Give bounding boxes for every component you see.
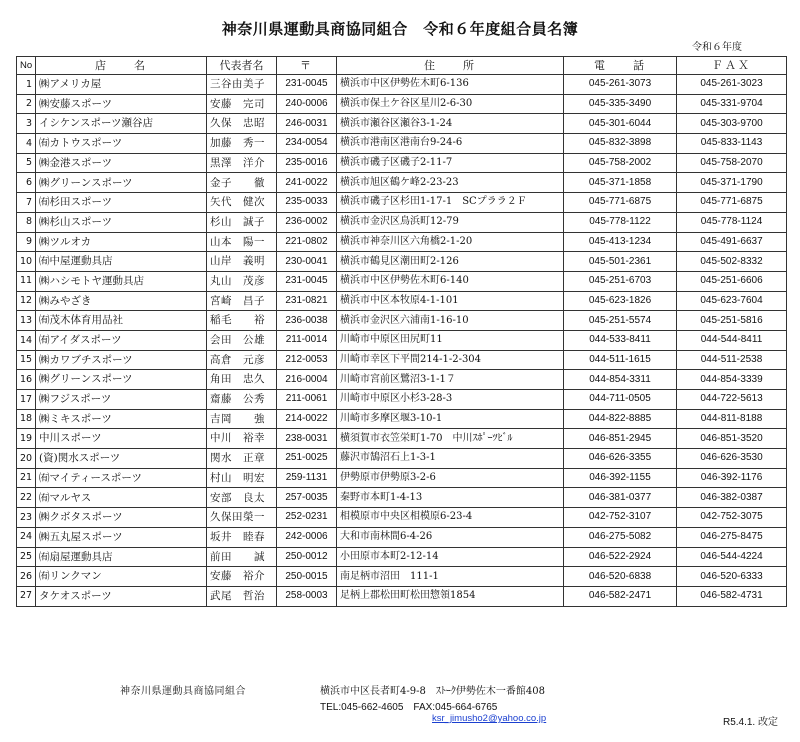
- cell-name: ㈲マルヤス: [36, 488, 207, 508]
- cell-no: 13: [17, 311, 36, 331]
- cell-zip: 231-0045: [277, 271, 337, 291]
- cell-tel: 045-335-3490: [564, 94, 677, 114]
- cell-tel: 046-381-0377: [564, 488, 677, 508]
- footer-address: 横浜市中区長者町4-9-8 ｽﾄｰｸ伊勢佐木一番館408: [320, 686, 545, 697]
- cell-addr: 相模原市中央区相模原6-23-4: [337, 508, 564, 528]
- cell-rep: 中川 裕幸: [207, 429, 277, 449]
- cell-name: ㈱フジスポーツ: [36, 390, 207, 410]
- table-row: [17, 527, 787, 547]
- cell-no: 23: [17, 508, 36, 528]
- cell-name: ㈱アメリカ屋: [36, 75, 207, 95]
- table-row: [17, 547, 787, 567]
- cell-addr: 横浜市鶴見区潮田町2-126: [337, 252, 564, 272]
- table-row: [17, 153, 787, 173]
- cell-name: ㈲中屋運動具店: [36, 252, 207, 272]
- cell-zip: 230-0041: [277, 252, 337, 272]
- cell-no: 2: [17, 94, 36, 114]
- header-fax: ＦＡＸ: [677, 57, 787, 75]
- cell-no: 19: [17, 429, 36, 449]
- table-row: [17, 271, 787, 291]
- cell-rep: 吉岡 強: [207, 409, 277, 429]
- cell-no: 22: [17, 488, 36, 508]
- cell-tel: 045-371-1858: [564, 173, 677, 193]
- cell-tel: 045-251-5574: [564, 311, 677, 331]
- cell-fax: 046-626-3530: [677, 449, 787, 469]
- cell-rep: 関水 正章: [207, 449, 277, 469]
- cell-tel: 045-301-6044: [564, 114, 677, 134]
- cell-addr: 横浜市磯子区杉田1-17-1 SCプララ２Ｆ: [337, 193, 564, 213]
- cell-name: ㈱ツルオカ: [36, 232, 207, 252]
- cell-tel: 042-752-3107: [564, 508, 677, 528]
- cell-rep: 安藤 完司: [207, 94, 277, 114]
- cell-no: 21: [17, 468, 36, 488]
- cell-zip: 250-0015: [277, 567, 337, 587]
- cell-zip: 211-0061: [277, 390, 337, 410]
- cell-rep: 杉山 誠子: [207, 212, 277, 232]
- cell-name: ㈲カトウスポーツ: [36, 134, 207, 154]
- cell-name: ㈲茂木体育用品社: [36, 311, 207, 331]
- cell-fax: 045-251-5816: [677, 311, 787, 331]
- cell-fax: 045-771-6875: [677, 193, 787, 213]
- cell-name: タケオスポーツ: [36, 586, 207, 606]
- cell-tel: 046-851-2945: [564, 429, 677, 449]
- table-row: [17, 449, 787, 469]
- page-title: 神奈川県運動具商協同組合 令和６年度組合員名簿: [221, 20, 579, 38]
- cell-addr: 小田原市本町2-12-14: [337, 547, 564, 567]
- cell-tel: 045-758-2002: [564, 153, 677, 173]
- cell-rep: 宮崎 昌子: [207, 291, 277, 311]
- header-tel: 電 話: [564, 57, 677, 75]
- cell-no: 4: [17, 134, 36, 154]
- cell-rep: 会田 公雄: [207, 330, 277, 350]
- cell-no: 10: [17, 252, 36, 272]
- footer-telfax: TEL:045-662-4605 FAX:045-664-6765: [320, 702, 498, 713]
- member-table: [16, 56, 787, 607]
- cell-name: ㈱カワブチスポーツ: [36, 350, 207, 370]
- table-row: [17, 193, 787, 213]
- cell-zip: 240-0006: [277, 94, 337, 114]
- cell-no: 1: [17, 75, 36, 95]
- table-row: [17, 252, 787, 272]
- cell-name: ㈲扇屋運動具店: [36, 547, 207, 567]
- cell-rep: 齋藤 公秀: [207, 390, 277, 410]
- cell-fax: 045-371-1790: [677, 173, 787, 193]
- date-note: 令和６年度: [692, 42, 742, 53]
- cell-tel: 046-582-2471: [564, 586, 677, 606]
- cell-tel: 045-251-6703: [564, 271, 677, 291]
- table-row: [17, 134, 787, 154]
- cell-rep: 三谷由美子: [207, 75, 277, 95]
- cell-fax: 046-520-6333: [677, 567, 787, 587]
- cell-no: 9: [17, 232, 36, 252]
- table-row: [17, 370, 787, 390]
- table-row: [17, 94, 787, 114]
- cell-rep: 安藤 裕介: [207, 567, 277, 587]
- cell-zip: 250-0012: [277, 547, 337, 567]
- table-row: [17, 311, 787, 331]
- table-row: [17, 586, 787, 606]
- cell-addr: 横浜市金沢区六浦南1-16-10: [337, 311, 564, 331]
- cell-addr: 伊勢原市伊勢原3-2-6: [337, 468, 564, 488]
- cell-fax: 045-261-3023: [677, 75, 787, 95]
- footer-revision: R5.4.1. 改定: [722, 717, 778, 728]
- cell-no: 16: [17, 370, 36, 390]
- cell-name: ㈱みやざき: [36, 291, 207, 311]
- cell-fax: 045-623-7604: [677, 291, 787, 311]
- cell-rep: 金子 徹: [207, 173, 277, 193]
- cell-name: ㈲マイティースポーツ: [36, 468, 207, 488]
- cell-rep: 黒澤 洋介: [207, 153, 277, 173]
- cell-fax: 044-544-8411: [677, 330, 787, 350]
- cell-zip: 242-0006: [277, 527, 337, 547]
- cell-fax: 045-491-6637: [677, 232, 787, 252]
- cell-fax: 044-511-2538: [677, 350, 787, 370]
- cell-fax: 046-275-8475: [677, 527, 787, 547]
- cell-rep: 矢代 健次: [207, 193, 277, 213]
- cell-name: イシケンスポーツ瀬谷店: [36, 114, 207, 134]
- cell-tel: 046-275-5082: [564, 527, 677, 547]
- cell-zip: 221-0802: [277, 232, 337, 252]
- cell-tel: 046-392-1155: [564, 468, 677, 488]
- cell-name: ㈱杉山スポーツ: [36, 212, 207, 232]
- cell-no: 27: [17, 586, 36, 606]
- footer-email-link[interactable]: ksr_jimusho2@yahoo.co.jp: [432, 713, 547, 724]
- cell-addr: 横浜市保土ケ谷区星川2-6-30: [337, 94, 564, 114]
- cell-addr: 南足柄市沼田 111-1: [337, 567, 564, 587]
- cell-addr: 横須賀市衣笠栄町1-70 中川ｽﾎﾟｰﾂﾋﾞﾙ: [337, 429, 564, 449]
- cell-no: 14: [17, 330, 36, 350]
- cell-no: 7: [17, 193, 36, 213]
- cell-fax: 045-778-1124: [677, 212, 787, 232]
- cell-zip: 246-0031: [277, 114, 337, 134]
- cell-addr: 横浜市中区本牧原4-1-101: [337, 291, 564, 311]
- cell-addr: 足柄上郡松田町松田惣領1854: [337, 586, 564, 606]
- cell-addr: 横浜市中区伊勢佐木町6-136: [337, 75, 564, 95]
- cell-rep: 久保 忠昭: [207, 114, 277, 134]
- header-no: No: [17, 57, 36, 75]
- cell-zip: 257-0035: [277, 488, 337, 508]
- cell-no: 20: [17, 449, 36, 469]
- cell-zip: 252-0231: [277, 508, 337, 528]
- cell-name: ㈲リンクマン: [36, 567, 207, 587]
- cell-rep: 山本 陽一: [207, 232, 277, 252]
- cell-addr: 秦野市本町1-4-13: [337, 488, 564, 508]
- cell-rep: 加藤 秀一: [207, 134, 277, 154]
- cell-zip: 251-0025: [277, 449, 337, 469]
- cell-zip: 231-0045: [277, 75, 337, 95]
- cell-fax: 046-392-1176: [677, 468, 787, 488]
- cell-fax: 045-331-9704: [677, 94, 787, 114]
- cell-fax: 044-854-3339: [677, 370, 787, 390]
- cell-no: 25: [17, 547, 36, 567]
- table-row: [17, 212, 787, 232]
- cell-name: ㈱ミキスポーツ: [36, 409, 207, 429]
- header-zip: 〒: [277, 57, 337, 75]
- cell-zip: 214-0022: [277, 409, 337, 429]
- cell-no: 12: [17, 291, 36, 311]
- cell-addr: 横浜市金沢区鳥浜町12-79: [337, 212, 564, 232]
- cell-zip: 259-1131: [277, 468, 337, 488]
- cell-no: 6: [17, 173, 36, 193]
- cell-fax: 045-758-2070: [677, 153, 787, 173]
- cell-tel: 045-623-1826: [564, 291, 677, 311]
- cell-zip: 241-0022: [277, 173, 337, 193]
- cell-zip: 212-0053: [277, 350, 337, 370]
- cell-addr: 横浜市磯子区磯子2-11-7: [337, 153, 564, 173]
- cell-fax: 045-833-1143: [677, 134, 787, 154]
- cell-name: ㈱グリーンスポーツ: [36, 370, 207, 390]
- cell-tel: 045-832-3898: [564, 134, 677, 154]
- cell-fax: 046-851-3520: [677, 429, 787, 449]
- cell-fax: 046-544-4224: [677, 547, 787, 567]
- cell-no: 8: [17, 212, 36, 232]
- cell-tel: 045-261-3073: [564, 75, 677, 95]
- cell-tel: 046-520-6838: [564, 567, 677, 587]
- cell-no: 11: [17, 271, 36, 291]
- cell-name: (資)関水スポーツ: [36, 449, 207, 469]
- cell-fax: 044-722-5613: [677, 390, 787, 410]
- cell-zip: 234-0054: [277, 134, 337, 154]
- cell-tel: 045-771-6875: [564, 193, 677, 213]
- table-row: [17, 114, 787, 134]
- cell-fax: 044-811-8188: [677, 409, 787, 429]
- cell-addr: 川崎市宮前区鷺沼3-1-1７: [337, 370, 564, 390]
- cell-rep: 丸山 茂彦: [207, 271, 277, 291]
- table-row: [17, 567, 787, 587]
- cell-addr: 横浜市神奈川区六角橋2-1-20: [337, 232, 564, 252]
- cell-fax: 046-382-0387: [677, 488, 787, 508]
- cell-tel: 044-533-8411: [564, 330, 677, 350]
- cell-name: ㈲杉田スポーツ: [36, 193, 207, 213]
- cell-zip: 236-0038: [277, 311, 337, 331]
- cell-fax: 045-502-8332: [677, 252, 787, 272]
- cell-no: 26: [17, 567, 36, 587]
- header-name: 店 名: [36, 57, 207, 75]
- table-row: [17, 508, 787, 528]
- table-row: [17, 330, 787, 350]
- cell-addr: 大和市南林間6-4-26: [337, 527, 564, 547]
- cell-rep: 坂井 睦春: [207, 527, 277, 547]
- footer-org: 神奈川県運動具商協同組合: [120, 686, 246, 697]
- cell-name: ㈱安藤スポーツ: [36, 94, 207, 114]
- table-header-row: [17, 57, 787, 75]
- cell-zip: 258-0003: [277, 586, 337, 606]
- cell-zip: 216-0004: [277, 370, 337, 390]
- cell-fax: 045-303-9700: [677, 114, 787, 134]
- table-row: [17, 350, 787, 370]
- cell-addr: 川崎市中原区小杉3-28-3: [337, 390, 564, 410]
- cell-rep: 久保田榮一: [207, 508, 277, 528]
- cell-name: ㈱ハシモトヤ運動具店: [36, 271, 207, 291]
- cell-tel: 044-711-0505: [564, 390, 677, 410]
- cell-name: ㈱五丸屋スポーツ: [36, 527, 207, 547]
- cell-addr: 横浜市港南区港南台9-24-6: [337, 134, 564, 154]
- table-row: [17, 75, 787, 95]
- cell-name: 中川スポーツ: [36, 429, 207, 449]
- cell-fax: 046-582-4731: [677, 586, 787, 606]
- cell-tel: 046-522-2924: [564, 547, 677, 567]
- header-rep: 代表者名: [207, 57, 277, 75]
- cell-addr: 川崎市中原区田尻町11: [337, 330, 564, 350]
- cell-rep: 村山 明宏: [207, 468, 277, 488]
- cell-name: ㈱金港スポーツ: [36, 153, 207, 173]
- cell-name: ㈲アイダスポーツ: [36, 330, 207, 350]
- cell-addr: 川崎市幸区下平間214-1-2-304: [337, 350, 564, 370]
- table-row: [17, 291, 787, 311]
- table-row: [17, 488, 787, 508]
- cell-rep: 前田 誠: [207, 547, 277, 567]
- cell-addr: 川崎市多摩区堰3-10-1: [337, 409, 564, 429]
- cell-zip: 238-0031: [277, 429, 337, 449]
- cell-zip: 231-0821: [277, 291, 337, 311]
- cell-fax: 045-251-6606: [677, 271, 787, 291]
- cell-no: 17: [17, 390, 36, 410]
- cell-zip: 235-0033: [277, 193, 337, 213]
- cell-tel: 044-822-8885: [564, 409, 677, 429]
- table-row: [17, 429, 787, 449]
- table-row: [17, 468, 787, 488]
- cell-rep: 安部 良太: [207, 488, 277, 508]
- cell-addr: 藤沢市鵠沼石上1-3-1: [337, 449, 564, 469]
- table-row: [17, 173, 787, 193]
- table-row: [17, 390, 787, 410]
- cell-rep: 山岸 義明: [207, 252, 277, 272]
- header-address: 住 所: [337, 57, 564, 75]
- cell-tel: 045-778-1122: [564, 212, 677, 232]
- cell-fax: 042-752-3075: [677, 508, 787, 528]
- cell-tel: 045-413-1234: [564, 232, 677, 252]
- cell-tel: 044-854-3311: [564, 370, 677, 390]
- table-row: [17, 409, 787, 429]
- cell-rep: 武尾 哲治: [207, 586, 277, 606]
- cell-name: ㈱グリーンスポーツ: [36, 173, 207, 193]
- cell-zip: 235-0016: [277, 153, 337, 173]
- table-row: [17, 232, 787, 252]
- cell-tel: 046-626-3355: [564, 449, 677, 469]
- cell-name: ㈱クボタスポーツ: [36, 508, 207, 528]
- cell-zip: 236-0002: [277, 212, 337, 232]
- cell-rep: 稲毛 裕: [207, 311, 277, 331]
- cell-rep: 高倉 元彦: [207, 350, 277, 370]
- cell-no: 24: [17, 527, 36, 547]
- cell-addr: 横浜市瀬谷区瀬谷3-1-24: [337, 114, 564, 134]
- cell-no: 3: [17, 114, 36, 134]
- cell-rep: 角田 忠久: [207, 370, 277, 390]
- cell-addr: 横浜市旭区鶴ケ峰2-23-23: [337, 173, 564, 193]
- cell-no: 15: [17, 350, 36, 370]
- cell-tel: 044-511-1615: [564, 350, 677, 370]
- cell-no: 5: [17, 153, 36, 173]
- cell-addr: 横浜市中区伊勢佐木町6-140: [337, 271, 564, 291]
- cell-zip: 211-0014: [277, 330, 337, 350]
- cell-tel: 045-501-2361: [564, 252, 677, 272]
- cell-no: 18: [17, 409, 36, 429]
